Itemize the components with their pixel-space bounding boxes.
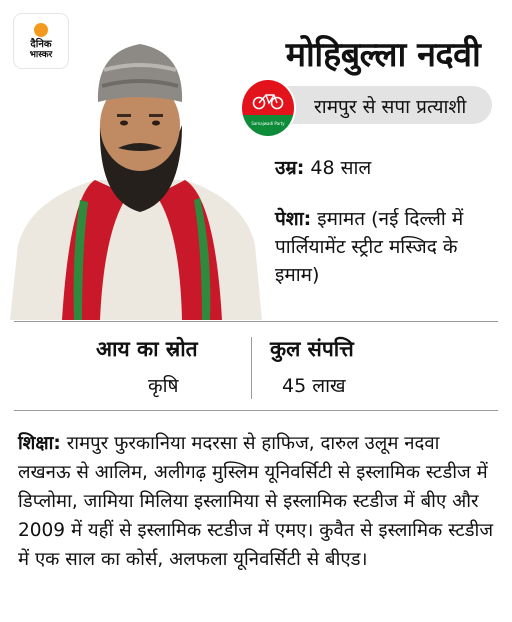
candidate-photo <box>0 30 270 320</box>
age-value: 48 साल <box>310 157 372 179</box>
income-source-label: आय का स्रोत <box>96 337 198 361</box>
divider-bottom <box>14 410 498 411</box>
occupation-label: पेशा: <box>275 208 312 230</box>
age-label: उम्र: <box>275 157 305 179</box>
total-assets-value: 45 लाख <box>282 375 346 397</box>
logo-line-2: भास्कर <box>29 49 53 60</box>
logo-line-1: दैनिक <box>30 38 52 50</box>
bicycle-icon <box>252 90 284 110</box>
occupation-row <box>275 205 500 289</box>
occupation-value: इमामत (नई दिल्ली में पार्लियामेंट स्ट्रीट मस्जिद के इमाम) <box>275 208 464 286</box>
party-tag-label: रामपुर से सपा प्रत्याशी <box>314 96 467 118</box>
education-label: शिक्षा: <box>18 433 61 454</box>
divider-top <box>14 321 498 322</box>
party-tag <box>262 86 492 124</box>
candidate-name: मोहिबुल्ला नदवी <box>285 35 481 75</box>
education-text: रामपुर फुरकानिया मदरसा से हाफिज, दारुल उलूम नदवा लखनऊ से आलिम, अलीगढ़ मुस्लिम यूनिवर्सिटी से इस्लामिक स्टडीज में डिप्लोमा, जामिया मिलिया इस्लामिया से इस्लामिक स्टडीज में बीए और 2009 में यहीं से इस्लामिक स्टडीज में एमए। कुवैत से इस्लामिक स्टडीज में एक साल का कोर्स, अलफला यूनिवर्सिटी से बीएड। <box>18 433 494 570</box>
samajwadi-party-logo-icon <box>242 80 294 136</box>
party-logo-text: Samajwadi Party <box>251 121 285 126</box>
education-paragraph <box>18 429 496 574</box>
divider-vertical <box>251 337 252 399</box>
income-source-value: कृषि <box>148 375 179 397</box>
total-assets-label: कुल संपत्ति <box>270 337 354 361</box>
age-row <box>275 154 371 182</box>
